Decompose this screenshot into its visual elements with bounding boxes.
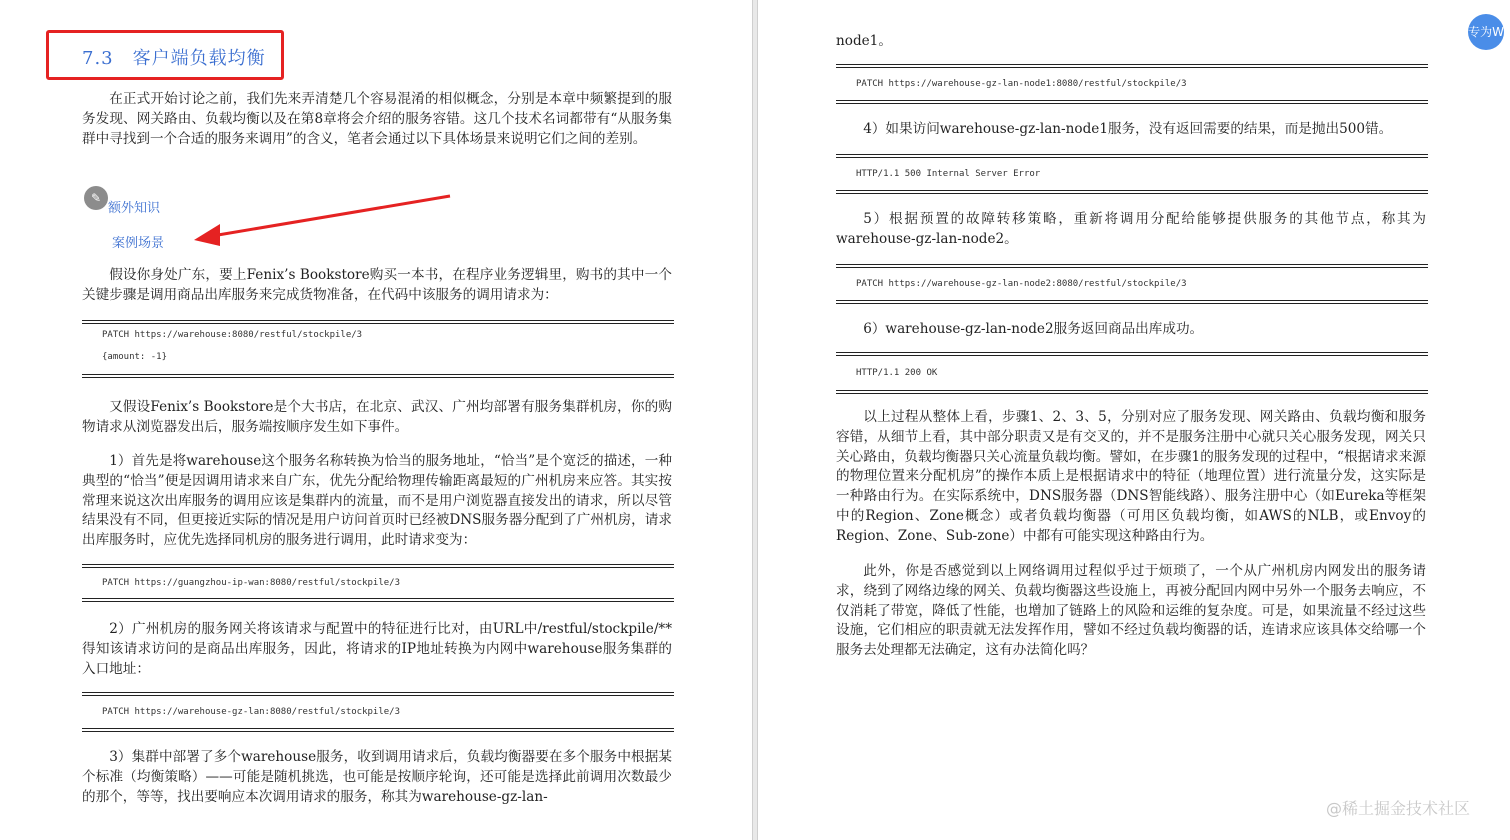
left-page	[0, 0, 752, 840]
red-arrow-icon	[190, 190, 460, 250]
code-line: PATCH https://guangzhou-ip-wan:8080/restful/stockpile/3	[102, 578, 401, 588]
step2-paragraph: 2）广州机房的服务网关将该请求与配置中的特征进行比对，由URL中/restful/stockpile/**得知该请求访问的是商品出库服务，因此，将请求的IP地址转换为内网中warehouse服务集群的入口地址：	[82, 621, 672, 677]
code-line: HTTP/1.1 500 Internal Server Error	[856, 169, 1041, 179]
code-line: PATCH https://warehouse-gz-lan:8080/restful/stockpile/3	[102, 707, 401, 717]
step6-paragraph: 6）warehouse-gz-lan-node2服务返回商品出库成功。	[863, 321, 1204, 337]
continued-text: node1。	[836, 33, 892, 49]
scenario-paragraph: 假设你身处广东，要上Fenix’s Bookstore购买一本书，在程序业务逻辑里，购书的其中一个关键步骤是调用商品出库服务来完成货物准备，在代码中该服务的调用请求为：	[82, 267, 672, 303]
code-line: PATCH https://warehouse-gz-lan-node2:8080/restful/stockpile/3	[856, 279, 1187, 289]
step5-paragraph: 5）根据预置的故障转移策略，重新将调用分配给能够提供服务的其他节点，称其为warehouse-gz-lan-node2。	[836, 211, 1426, 247]
code-block-4	[836, 64, 1428, 104]
code-line: PATCH https://warehouse:8080/restful/stockpile/3	[102, 330, 363, 340]
extra-knowledge-label: 额外知识	[108, 201, 161, 216]
code-block-7	[836, 352, 1428, 394]
step3-paragraph: 3）集群中部署了多个warehouse服务，收到调用请求后，负载均衡器要在多个服务中根据某个标准（均衡策略）——可能是随机挑选，也可能是按顺序轮询，还可能是选择此前调用次数最少的那个，等等，找出要响应本次调用请求的服务，称其为warehouse-gz-lan-	[82, 749, 672, 805]
intro-paragraph: 在正式开始讨论之前，我们先来弄清楚几个容易混淆的相似概念，分别是本章中频繁提到的服务发现、网关路由、负载均衡以及在第8章将会介绍的服务容错。这几个技术名词都带有“从服务集群中寻找到一个合适的服务来调用”的含义，笔者会通过以下具体场景来说明它们之间的差别。	[82, 91, 672, 147]
step1-paragraph: 1）首先是将warehouse这个服务名称转换为恰当的服务地址，“恰当”是个宽泛的描述，一种典型的“恰当”便是因调用请求来自广东，优先分配给物理传输距离最短的广州机房来应答。其实按常理来说这次出库服务的调用应该是集群内的流量，而不是用户浏览器直接发出的请求，所以尽管结果没有不同，但更接近实际的情况是用户访问首页时已经被DNS服务器分配到了广州机房，请求出库服务时，应优先选择同机房的服务进行调用，此时请求变为：	[82, 453, 672, 549]
code-block-5	[836, 154, 1428, 194]
code-line: PATCH https://warehouse-gz-lan-node1:8080/restful/stockpile/3	[856, 79, 1187, 89]
info-bulb-icon: ✎	[84, 186, 108, 210]
section-title: 7.3 客户端负载均衡	[82, 48, 266, 69]
assume-paragraph: 又假设Fenix’s Bookstore是个大书店，在北京、武汉、广州均部署有服务集群机房，你的购物请求从浏览器发出后，服务端按顺序发生如下事件。	[82, 399, 672, 435]
code-line: {amount: -1}	[102, 352, 168, 362]
step4-paragraph: 4）如果访问warehouse-gz-lan-node1服务，没有返回需要的结果，而是抛出500错。	[863, 121, 1393, 137]
code-block-3	[82, 692, 674, 732]
code-line: HTTP/1.1 200 OK	[856, 368, 938, 378]
code-block-2	[82, 564, 674, 602]
floating-badge-button[interactable]: 专为W	[1468, 14, 1504, 50]
summary-paragraph: 以上过程从整体上看，步骤1、2、3、5，分别对应了服务发现、网关路由、负载均衡和服务容错，从细节上看，其中部分职责又是有交叉的，并不是服务注册中心就只关心服务发现，网关只关心路由，负载均衡器只关心流量负载均衡。譬如，在步骤1的服务发现的过程中，“根据请求来源的物理位置来分配机房”的操作本质上是根据请求中的特征（地理位置）进行流量分发，这实际是一种路由行为。在实际系统中，DNS服务器（DNS智能线路）、服务注册中心（如Eureka等框架中的Region、Zone概念）或者负载均衡器（可用区负载均衡，如AWS的NLB，或Envoy的Region、Zone、Sub-zone）中都有可能实现这种路由行为。	[836, 409, 1426, 544]
watermark-text: @稀土掘金技术社区	[1326, 799, 1471, 818]
case-scenario-label: 案例场景	[112, 236, 165, 251]
right-page	[758, 0, 1510, 840]
closing-paragraph: 此外，你是否感觉到以上网络调用过程似乎过于烦琐了，一个从广州机房内网发出的服务请求，绕到了网络边缘的网关、负载均衡器这些设施上，再被分配回内网中另外一个服务去响应，不仅消耗了带宽，降低了性能，也增加了链路上的风险和运维的复杂度。可是，如果流量不经过这些设施，它们相应的职责就无法发挥作用，譬如不经过负载均衡器的话，连请求应该具体交给哪一个服务去处理都无法确定，这有办法简化吗？	[836, 563, 1426, 659]
code-block-1	[82, 320, 674, 378]
code-block-6	[836, 264, 1428, 304]
